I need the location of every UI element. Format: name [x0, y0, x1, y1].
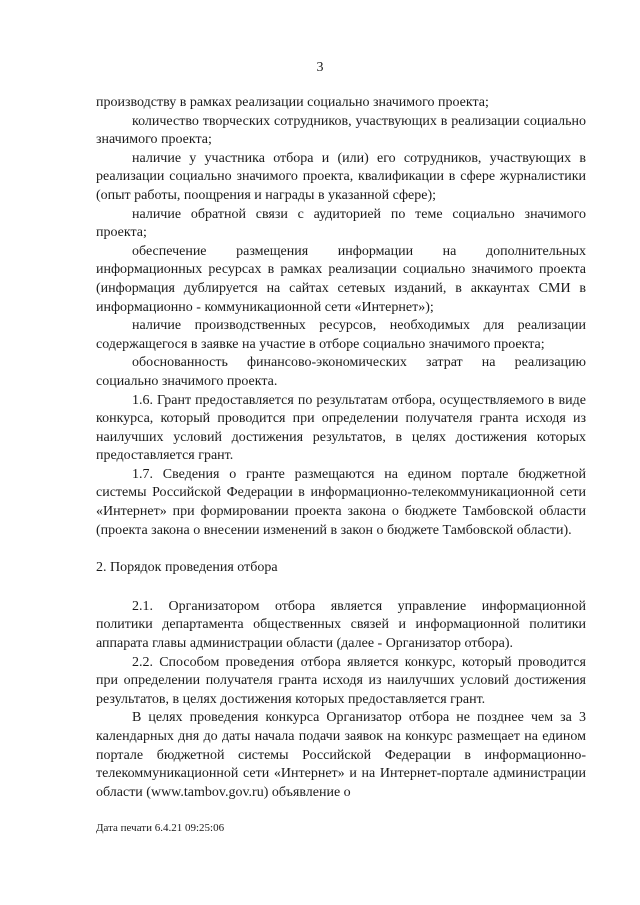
paragraph-production-resources: наличие производственных ресурсов, необходимых для реализации содержащегося в заявке на участие в отборе социально значимого проекта; — [96, 318, 586, 352]
paragraph-contest-announcement: В целях проведения конкурса Организатор отбора не позднее чем за 3 календарных дня до даты начала подачи заявок на конкурс размещает на едином портале бюджетной системы Российской Федерации в информационно-телекоммуникационной сети «Интернет» и на Интернет-портале администрации области (www.tambov.gov.ru) объявление о — [96, 710, 586, 800]
paragraph-creative-staff: количество творческих сотрудников, участвующих в реализации социально значимого проекта; — [96, 113, 586, 148]
page-number: 3 — [316, 60, 324, 75]
print-date-footer: Дата печати 6.4.21 09:25:06 — [96, 822, 225, 834]
section-heading: 2. Порядок проведения отбора — [96, 560, 278, 576]
paragraph-feedback: наличие обратной связи с аудиторией по теме социально значимого проекта; — [96, 206, 586, 241]
paragraph-additional-resources: обеспечение размещения информации на дополнительных информационных ресурсах в рамках реализации социально значимого проекта (информация дублируется на сайтах сетевых изданий, в аккаунтах СМИ в информационно - коммуникационной сети «Интернет»); — [96, 243, 586, 315]
paragraph-2-2: 2.2. Способом проведения отбора является конкурс, который проводится при определении получателя гранта исходя из наилучших условий достижения результатов, в целях достижения которых предоставляется грант. — [96, 654, 586, 707]
paragraph-qualification: наличие у участника отбора и (или) его сотрудников, участвующих в реализации социально значимого проекта, квалификации в сфере журналистики (опыт работы, поощрения и награды в указанной сфере); — [96, 150, 586, 203]
paragraph-1-7: 1.7. Сведения о гранте размещаются на едином портале бюджетной системы Российской Федерации в информационно-телекоммуникационной сети «Интернет» при формировании проекта закона о бюджете Тамбовской области (проекта закона о внесении изменений в закон о бюджете Тамбовской области). — [96, 466, 586, 538]
paragraph-2-1: 2.1. Организатором отбора является управление информационной политики департамента общественных связей и информационной политики аппарата главы администрации области (далее - Организатор отбора). — [96, 598, 586, 652]
paragraph-financial-justification: обоснованность финансово-экономических затрат на реализацию социально значимого проекта. — [96, 355, 586, 389]
document-body — [96, 94, 586, 802]
paragraph-continuation: производству в рамках реализации социально значимого проекта; — [96, 95, 489, 110]
paragraph-1-6: 1.6. Грант предоставляется по результатам отбора, осуществляемого в виде конкурса, который проводится при определении получателя гранта исходя из наилучших условий достижения результатов, в целях достижения которых предоставляется грант. — [96, 392, 586, 464]
